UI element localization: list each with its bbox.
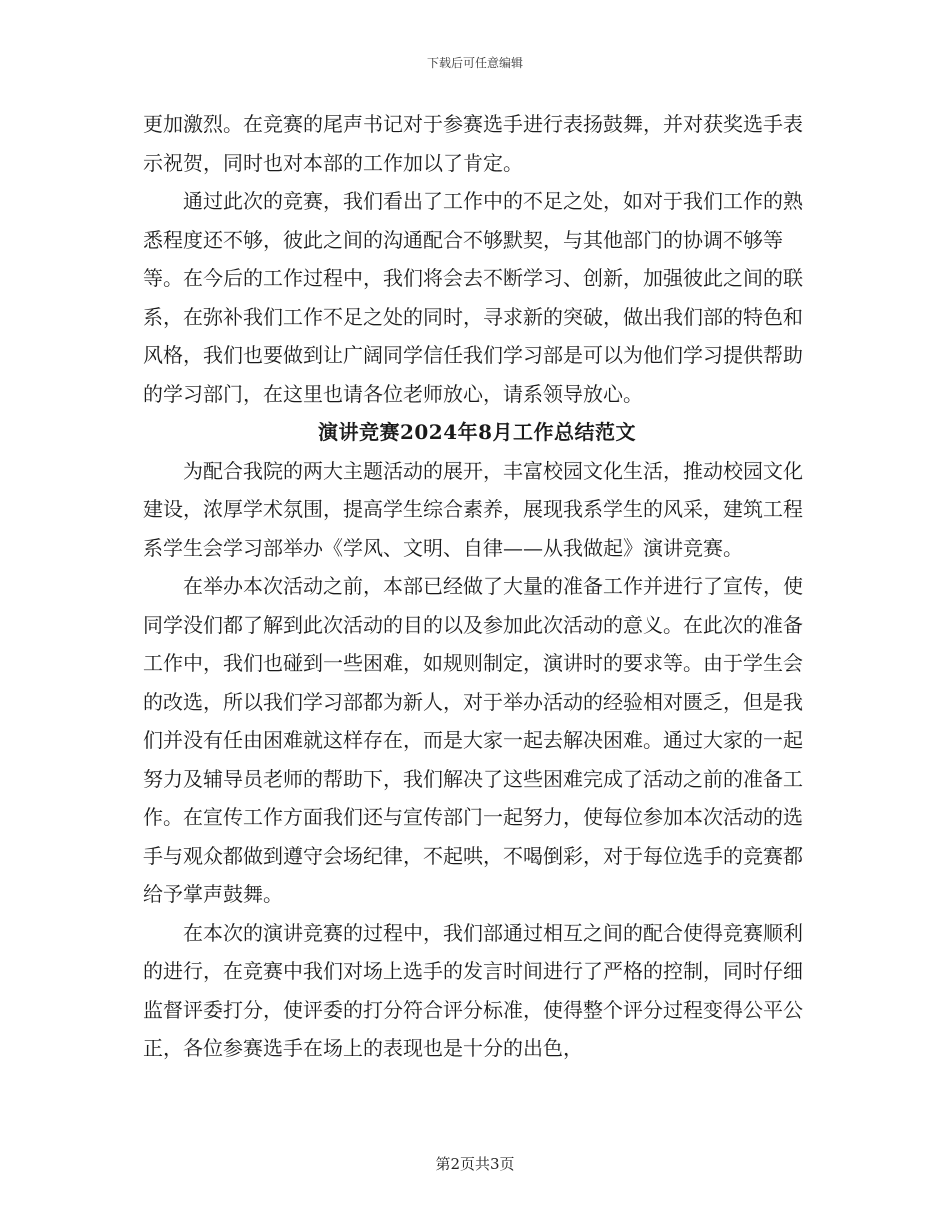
page-footer-number: 第2页共3页 <box>435 1155 515 1173</box>
document-body <box>143 105 811 1068</box>
continued-paragraph: 更加激烈。在竞赛的尾声书记对于参赛选手进行表扬鼓舞，并对获奖选手表示祝贺，同时也对本部的工作加以了肯定。 <box>143 112 803 175</box>
page-header-note: 下载后可任意编辑 <box>426 56 523 70</box>
paragraph-process: 在本次的演讲竞赛的过程中，我们部通过相互之间的配合使得竞赛顺利的进行，在竞赛中我们对场上选手的发言时间进行了严格的控制，同时仔细监督评委打分，使评委的打分符合评分标准，使得整个评分过程变得公平公正，各位参赛选手在场上的表现也是十分的出色， <box>143 920 803 1060</box>
paragraph-competition-review: 通过此次的竞赛，我们看出了工作中的不足之处，如对于我们工作的熟悉程度还不够，彼此之间的沟通配合不够默契，与其他部门的协调不够等等。在今后的工作过程中，我们将会去不断学习、创新，加强彼此之间的联系，在弥补我们工作不足之处的同时，寻求新的突破，做出我们部的特色和风格，我们也要做到让广阔同学信任我们学习部是可以为他们学习提供帮助的学习部门，在这里也请各位老师放心，请系领导放心。 <box>143 189 803 406</box>
paragraph-introduction: 为配合我院的两大主题活动的展开，丰富校园文化生活，推动校园文化建设，浓厚学术氛围，提高学生综合素养，展现我系学生的风采，建筑工程系学生会学习部举办《学风、文明、自律——从我做起》演讲竞赛。 <box>143 458 803 560</box>
section-title: 演讲竞赛2024年8月工作总结范文 <box>317 420 637 444</box>
paragraph-preparation: 在举办本次活动之前，本部已经做了大量的准备工作并进行了宣传，使同学没们都了解到此次活动的目的以及参加此次活动的意义。在此次的准备工作中，我们也碰到一些困难，如规则制定，演讲时的要求等。由于学生会的改选，所以我们学习部都为新人，对于举办活动的经验相对匮乏，但是我们并没有任由困难就这样存在，而是大家一起去解决困难。通过大家的一起努力及辅导员老师的帮助下，我们解决了这些困难完成了活动之前的准备工作。在宣传工作方面我们还与宣传部门一起努力，使每位参加本次活动的选手与观众都做到遵守会场纪律，不起哄，不喝倒彩，对于每位选手的竞赛都给予掌声鼓舞。 <box>143 574 803 906</box>
